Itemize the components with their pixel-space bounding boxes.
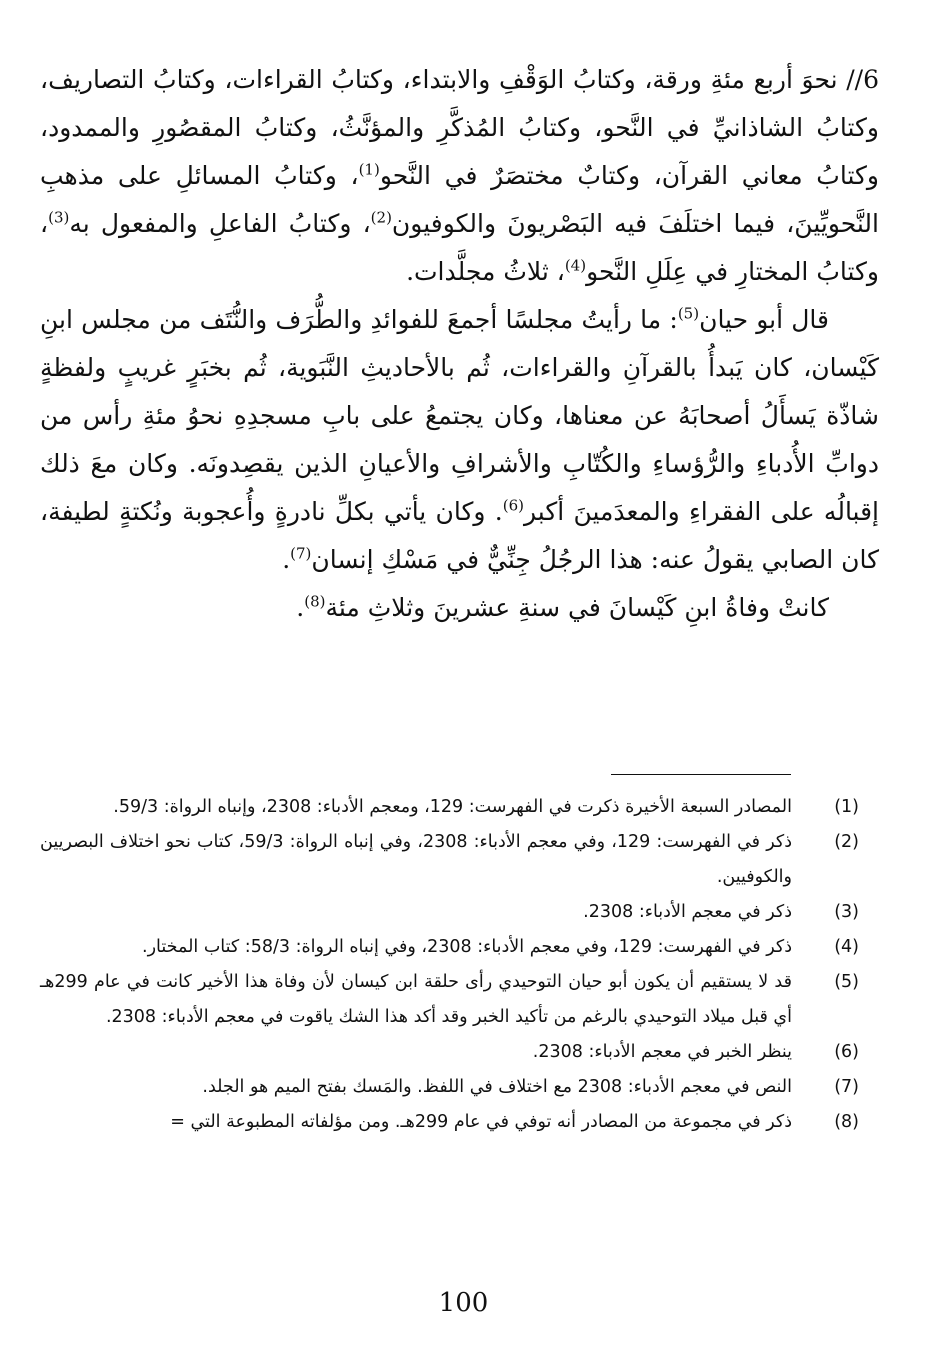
footnote-text: ذكر في الفهرست: 129، وفي معجم الأدباء: 2308، وفي إنباه الرواة: 58/3: كتاب المختار.: [142, 937, 792, 957]
paragraph-2: قال أبو حيان$^{(5)}$: ما رأيتُ مجلسًا أجمعَ للفوائدِ والطُّرَف والنُّتَف من مجلس ابنِ كَيْسان، كان يَبدأُ بالقرآنِ والقراءات، ثُم بالأحاديثِ النَّبَوية، ثُم بخبَرٍ غريبٍ ولفظةٍ شاذّة يَسأَلُ أصحابَهُ عن معناها، وكان يجتمعُ على بابِ مسجدِهِ نحوُ مئةِ رأس من دوابِّ الأُدباءِ والرُّؤساءِ والكُتّابِ والأشرافِ والأعيانِ الذين يقصِدونَه. وكان معَ ذلك إقبالُه على الفقراءِ والمعدَمينَ أكبر$^{(6)}$. وكان يأتي بكلِّ نادرةٍ وأُعجوبة ونُكتةٍ لطيفة، كان الصابي يقولُ عنه: هذا الرجُلُ جِنِّيٌّ في مَسْكِ إنسان$^{(7)}$.: [40, 304, 879, 574]
footnote-number: (1): [834, 797, 859, 817]
footnote-divider: [611, 774, 791, 775]
footnote-ref: (8): [304, 592, 326, 611]
footnote-number: (2): [834, 832, 859, 852]
footnote: [40, 1070, 887, 1105]
footnote-ref: (5): [677, 304, 700, 323]
footnote-ref: (3): [48, 208, 70, 227]
footnote-text: المصادر السبعة الأخيرة ذكرت في الفهرست: 129، ومعجم الأدباء: 2308، وإنباه الرواة: 59/3.: [113, 797, 792, 817]
footnote-number: (6): [834, 1042, 859, 1062]
footnote-number: (8): [834, 1112, 859, 1132]
footnote: [40, 965, 887, 1035]
main-text: [40, 56, 879, 632]
footnote: [40, 930, 887, 965]
footnote-number: (5): [834, 972, 859, 992]
footnote-text: ذكر في معجم الأدباء: 2308.: [583, 902, 792, 922]
footnote: [40, 895, 887, 930]
footnote: [40, 1035, 887, 1070]
page-number: 100: [438, 1288, 489, 1318]
footnote-text: ذكر في مجموعة من المصادر أنه توفي في عام 299هـ. ومن مؤلفاته المطبوعة التي =: [170, 1112, 792, 1132]
footnote: [40, 825, 887, 895]
footnote-text: ينظر الخبر في معجم الأدباء: 2308.: [532, 1042, 792, 1062]
footnote-ref: (4): [564, 256, 587, 275]
footnote-ref: (6): [502, 496, 524, 515]
paragraph-1: 6// نحوَ أربع مئةِ ورقة، وكتابُ الوَقْفِ والابتداء، وكتابُ القراءات، وكتابُ التصاريف، وكتابُ الشاذانيِّ في النَّحو، وكتابُ المُذكَّرِ والمؤنَّثُ، وكتابُ المقصُورِ والممدود، وكتابُ معاني القرآن، وكتابٌ مختصَرٌ في النَّحو$^{(1)}$، وكتابُ المسائلِ على مذهبِ النَّحويِّينَ، فيما اختلَفَ فيه البَصْريونَ والكوفيون$^{(2)}$، وكتابُ الفاعلِ والمفعول به$^{(3)}$، وكتابُ المختارِ في عِلَلِ النَّحو$^{(4)}$، ثلاثُ مجلَّدات.: [40, 65, 879, 286]
footnote: [40, 790, 887, 825]
footnote-number: (3): [834, 902, 859, 922]
footnote-number: (7): [834, 1077, 859, 1097]
footnote-text: النص في معجم الأدباء: 2308 مع اختلاف في اللفظ. والمَسك بفتح الميم هو الجلد.: [202, 1077, 792, 1097]
footnote-text: قد لا يستقيم أن يكون أبو حيان التوحيدي رأى حلقة ابن كيسان لأن وفاة هذا الأخير كانت في عام 299هـ أي قبل ميلاد التوحيدي بالرغم من تأكيد الخبر وقد أكد هذا الشك ياقوت في معجم الأدباء: 2308.: [40, 972, 792, 1027]
footnote-ref: (1): [358, 160, 380, 179]
paragraph-3: كانتْ وفاةُ ابنِ كَيْسانَ في سنةِ عشرينَ وثلاثِ مئة$^{(8)}$.: [296, 592, 829, 622]
footnotes: [40, 790, 887, 1140]
footnote-number: (4): [834, 937, 859, 957]
footnote: [40, 1105, 887, 1140]
footnote-ref: (7): [290, 544, 312, 563]
footnote-text: ذكر في الفهرست: 129، وفي معجم الأدباء: 2308، وفي إنباه الرواة: 59/3، كتاب نحو اختلاف البصريين والكوفيين.: [40, 832, 792, 887]
footnote-ref: (2): [370, 208, 392, 227]
